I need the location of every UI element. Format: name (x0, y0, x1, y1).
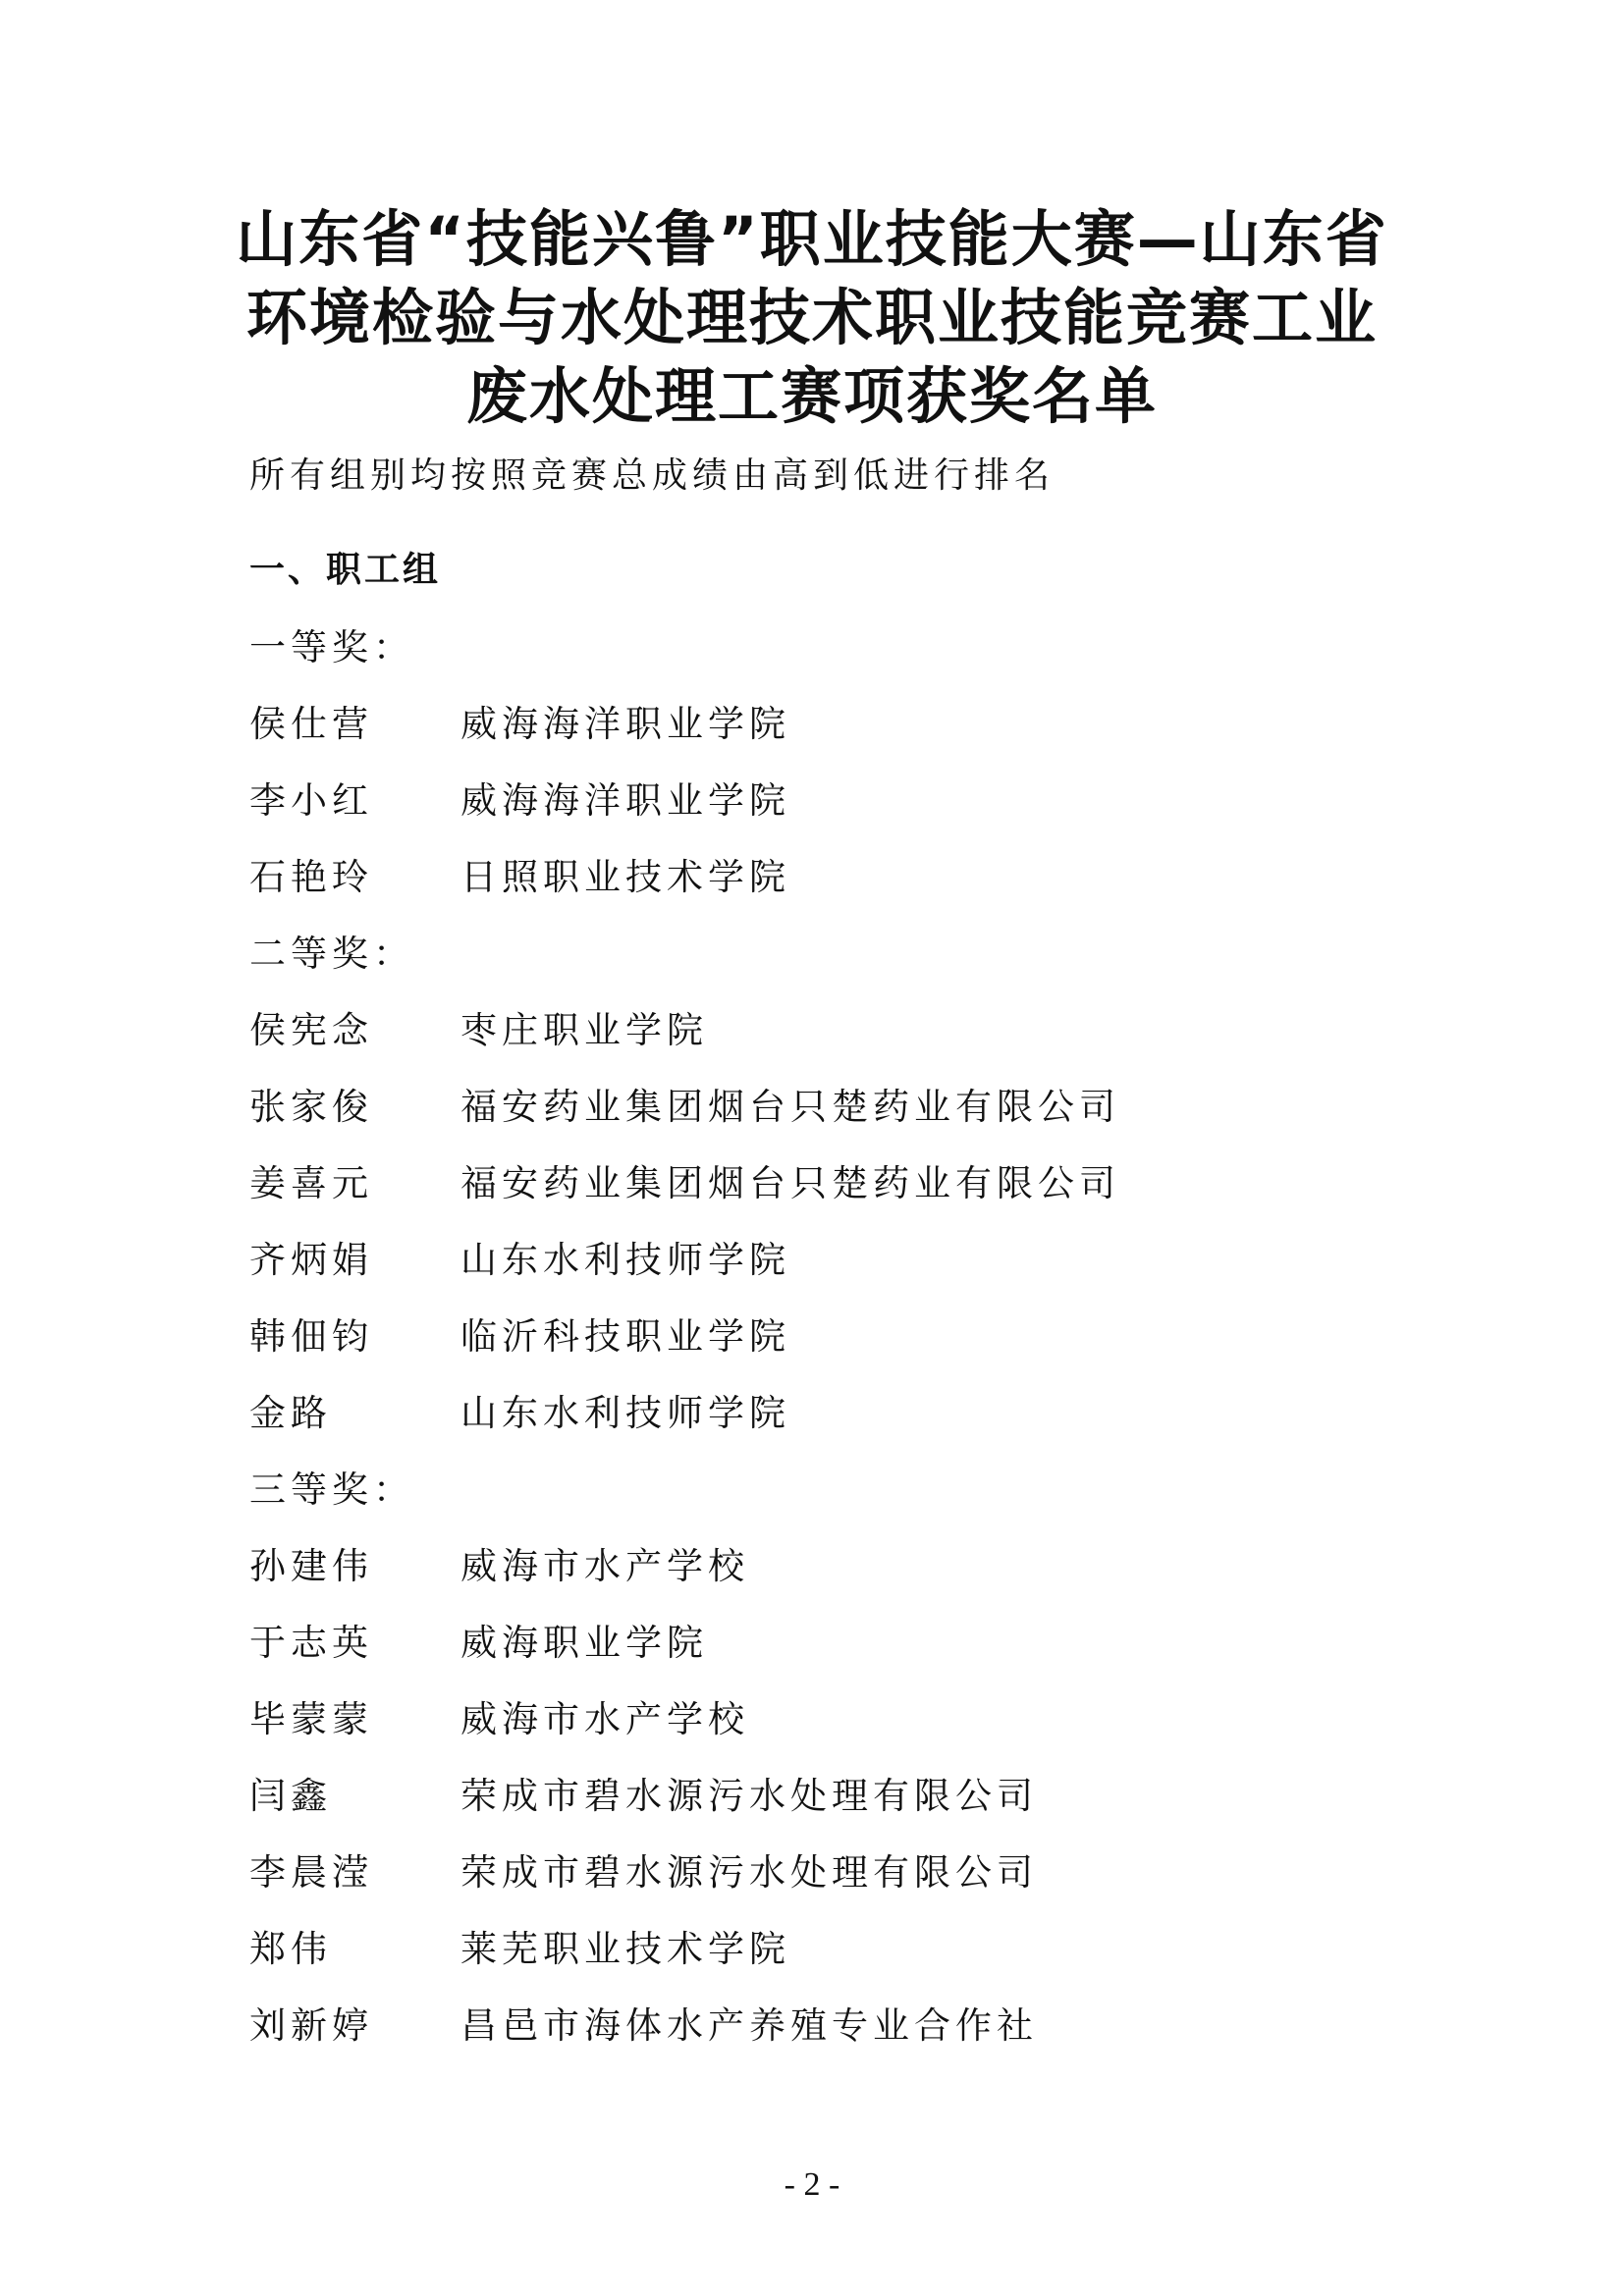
prize-heading-first: 一等奖： (249, 626, 414, 668)
ranking-note: 所有组别均按照竞赛总成绩由高到低进行排名 (249, 455, 1056, 496)
document-title-line-3: 废水处理工赛项获奖名单 (465, 360, 1158, 432)
winner-name: 李小红 (249, 779, 373, 822)
winner-organization: 山东水利技师学院 (460, 1239, 790, 1281)
winner-organization: 威海市水产学校 (460, 1698, 749, 1740)
winner-name: 石艳玲 (249, 856, 373, 898)
winner-organization: 荣成市碧水源污水处理有限公司 (460, 1851, 1038, 1894)
winner-organization: 山东水利技师学院 (460, 1392, 790, 1434)
winner-organization: 威海职业学院 (460, 1622, 708, 1664)
winner-organization: 昌邑市海体水产养殖专业合作社 (460, 2004, 1038, 2047)
winner-name: 刘新婷 (249, 2004, 373, 2047)
winner-organization: 威海市水产学校 (460, 1545, 749, 1587)
prize-heading-third: 三等奖： (249, 1468, 414, 1511)
section-heading: 一、职工组 (249, 549, 442, 590)
winner-name: 郑伟 (249, 1928, 332, 1970)
document-title-line-1: 山东省“技能兴鲁”职业技能大赛—山东省 (236, 203, 1388, 275)
winner-organization: 莱芜职业技术学院 (460, 1928, 790, 1970)
winner-name: 侯仕营 (249, 703, 373, 745)
winner-name: 姜喜元 (249, 1162, 373, 1204)
winner-organization: 威海海洋职业学院 (460, 779, 790, 822)
winner-name: 孙建伟 (249, 1545, 373, 1587)
winner-name: 李晨滢 (249, 1851, 373, 1894)
winner-organization: 威海海洋职业学院 (460, 703, 790, 745)
winner-organization: 枣庄职业学院 (460, 1009, 708, 1051)
winner-name: 金路 (249, 1392, 332, 1434)
winner-name: 闫鑫 (249, 1775, 332, 1817)
document-title-line-2: 环境检验与水处理技术职业技能竞赛工业 (245, 282, 1378, 353)
winner-organization: 福安药业集团烟台只楚药业有限公司 (460, 1086, 1120, 1128)
winner-organization: 福安药业集团烟台只楚药业有限公司 (460, 1162, 1120, 1204)
page-number: - 2 - (784, 2166, 840, 2203)
winner-organization: 日照职业技术学院 (460, 856, 790, 898)
winner-name: 张家俊 (249, 1086, 373, 1128)
winner-organization: 临沂科技职业学院 (460, 1315, 790, 1358)
winner-organization: 荣成市碧水源污水处理有限公司 (460, 1775, 1038, 1817)
winner-name: 侯宪念 (249, 1009, 373, 1051)
winner-name: 于志英 (249, 1622, 373, 1664)
winner-name: 齐炳娟 (249, 1239, 373, 1281)
prize-heading-second: 二等奖： (249, 933, 414, 975)
winner-name: 韩佃钧 (249, 1315, 373, 1358)
winner-name: 毕蒙蒙 (249, 1698, 373, 1740)
